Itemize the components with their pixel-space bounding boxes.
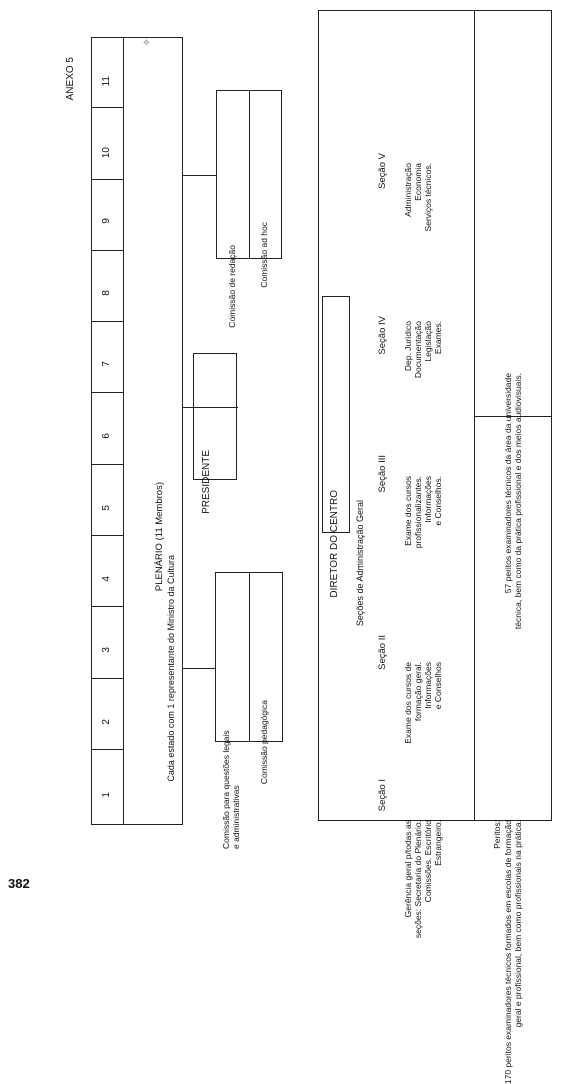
plenario-subtitle: Cada estado com 1 representante do Ministro da Cultura bbox=[166, 555, 176, 782]
section-i-line: seções: Secretaria do Plenário. bbox=[413, 820, 423, 939]
column-number: 4 bbox=[101, 576, 112, 582]
column-number: 1 bbox=[101, 792, 112, 798]
commission-legal-admin bbox=[221, 729, 241, 849]
section-iii-line: Exame dos cursos bbox=[403, 476, 413, 546]
section-iii-line: profissionalizantes. bbox=[413, 476, 423, 549]
peritos-right-line: 57 peritos examinadores técnicos da área da universidade bbox=[503, 373, 513, 594]
section-iv-line: Documentação bbox=[413, 321, 423, 379]
col-sep bbox=[91, 107, 123, 108]
presidente-box bbox=[193, 353, 237, 480]
section-ii-line: Exame dos cursos de bbox=[403, 662, 413, 744]
section-i-line: Gerência geral p/todas as bbox=[403, 820, 413, 918]
col-sep bbox=[91, 392, 123, 393]
peritos-left-line: geral e profissional, bem como profissionais na prática. bbox=[513, 820, 523, 1028]
plenario-divider bbox=[123, 37, 124, 825]
section-v-line: Administração bbox=[403, 163, 413, 217]
column-number: 5 bbox=[101, 505, 112, 511]
column-number: 10 bbox=[101, 147, 112, 159]
column-number: 7 bbox=[101, 361, 112, 367]
col-sep bbox=[91, 464, 123, 465]
section-ii-line: e Conselhos bbox=[433, 662, 443, 710]
plenario-title: PLENÁRIO (11 Membros) bbox=[154, 482, 165, 592]
section-iv-line: Dep. Jurídico bbox=[403, 321, 413, 372]
col-sep bbox=[91, 250, 123, 251]
section-ii-line: Informações bbox=[423, 662, 433, 709]
commission-legal-admin-text: Comissão para questões legais e administrativas bbox=[221, 730, 242, 849]
column-number: 11 bbox=[101, 76, 112, 87]
peritos-left-line: 170 peritos examinadores técnicos formados em escolas de formação bbox=[503, 820, 513, 1084]
col-sep bbox=[91, 678, 123, 679]
section-v-line: Serviços técnicos. bbox=[423, 163, 433, 232]
section-i-title: Seção I bbox=[377, 779, 388, 812]
page-number: 382 bbox=[8, 876, 30, 891]
col-sep bbox=[91, 606, 123, 607]
commission-pedagogica: Comissão pedagógica bbox=[259, 700, 269, 785]
peritos-label: Peritos: bbox=[492, 820, 502, 849]
column-number: 6 bbox=[101, 433, 112, 439]
peritos-divider bbox=[474, 10, 552, 11]
section-iv-line: Exames. bbox=[433, 321, 443, 355]
col-sep bbox=[91, 535, 123, 536]
divider bbox=[249, 572, 250, 742]
section-iv-title: Seção IV bbox=[377, 316, 388, 355]
peritos-right-line: técnica, bem como da prática profissional e dos meios audiovisuais. bbox=[513, 373, 523, 630]
section-iv-line: Legislação bbox=[423, 321, 433, 362]
section-iii-line: e Conselhos. bbox=[433, 476, 443, 526]
section-v-line: Economia bbox=[413, 163, 423, 201]
section-iii-title: Seção III bbox=[377, 455, 388, 493]
commission-redacao: Comissão de redação bbox=[227, 245, 237, 328]
col-sep bbox=[91, 179, 123, 180]
column-number: 8 bbox=[101, 290, 112, 296]
col-sep bbox=[91, 321, 123, 322]
column-number: 2 bbox=[101, 719, 112, 725]
connector-line bbox=[183, 175, 216, 176]
section-i-line: Estrangeiro. bbox=[433, 820, 443, 866]
section-ii-line: formação geral. bbox=[413, 662, 423, 722]
presidente-label: PRESIDENTE bbox=[201, 450, 212, 514]
column-number: 9 bbox=[101, 218, 112, 224]
column-number: 3 bbox=[101, 647, 112, 653]
section-iii-line: Informações bbox=[423, 476, 433, 523]
connector-line bbox=[183, 668, 215, 669]
divider bbox=[249, 90, 250, 259]
col-sep bbox=[91, 749, 123, 750]
section-v-title: Seção V bbox=[377, 153, 388, 189]
section-ii-title: Seção II bbox=[377, 635, 388, 670]
commission-ad-hoc: Comissão ad hoc bbox=[259, 222, 269, 288]
diretor-label: DIRETOR DO CENTRO bbox=[329, 490, 340, 598]
scribble-mark: ✧ bbox=[142, 38, 153, 47]
secoes-admin-label: Seções de Administração Geral bbox=[355, 500, 365, 627]
anexo-label: ANEXO 5 bbox=[65, 57, 76, 101]
section-i-line: Comissões. Escritório bbox=[423, 820, 433, 903]
